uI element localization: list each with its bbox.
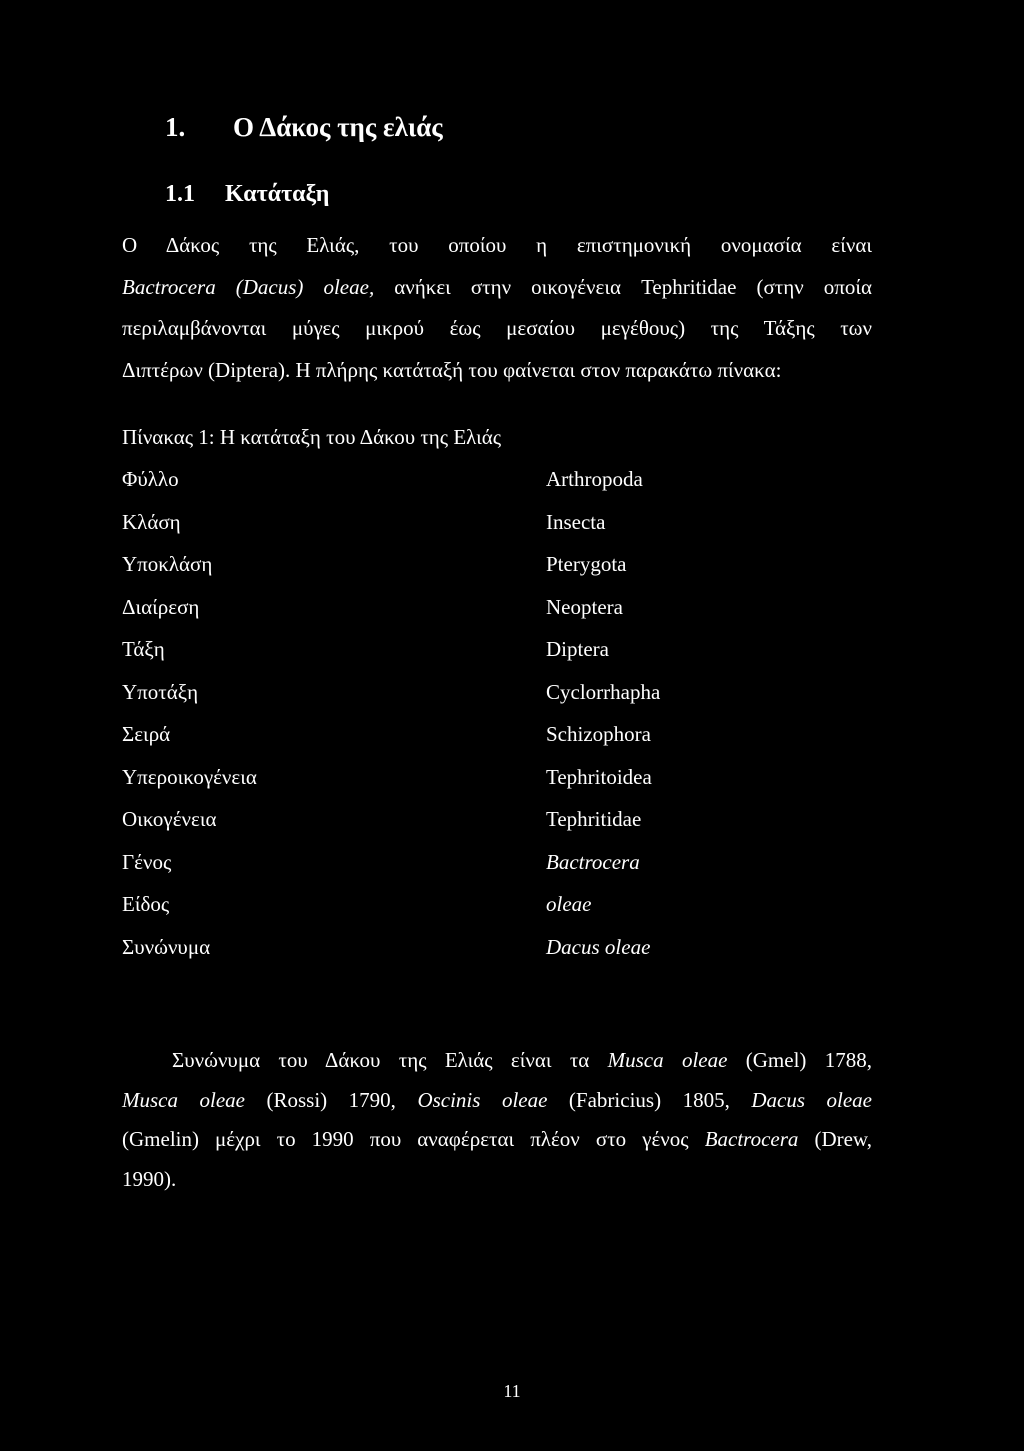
table-row [122,926,822,969]
table-row [122,586,822,629]
rank-label: Σειρά [122,722,171,746]
taxon-value: Tephritoidea [546,764,652,789]
synonyms-line-3 [122,1120,872,1160]
species-name: Bactrocera (Dacus) oleae, [122,274,375,299]
synonyms-text: (Gmel) 1788, [727,1048,872,1072]
rank-label: Υποτάξη [122,679,199,704]
chapter-title: Ο Δάκος της ελιάς [233,112,443,142]
taxon-value: Dacus oleae [546,934,651,959]
taxon-value: Neoptera [546,594,623,619]
synonym-name: Dacus oleae [751,1087,872,1112]
taxon-value: Schizophora [546,722,651,746]
synonyms-text: (Rossi) 1790, [244,1087,418,1112]
synonym-name: Musca oleae [607,1048,728,1072]
rank-label: Είδος [122,892,170,916]
synonym-name: Oscinis oleae [417,1087,548,1112]
synonyms-text: (Drew, [798,1127,872,1151]
section-title: Κατάταξη [225,181,330,207]
rank-label: Συνώνυμα [122,934,211,959]
section-number: 1.1 [165,181,195,207]
rank-label: Κλάση [122,509,181,534]
taxon-value: Insecta [546,509,606,534]
table-row [122,883,822,926]
section-heading [165,181,329,208]
intro-line-4: Διπτέρων (Diptera). Η πλήρης κατάταξή του φαίνεται στον παρακάτω πίνακα: [122,357,782,382]
synonym-name: Bactrocera [704,1127,799,1151]
synonyms-paragraph [122,1041,872,1199]
rank-label: Φύλλο [122,467,179,491]
intro-line-3: περιλαμβάνονται μύγες μικρού έως μεσαίου μεγέθους) της Τάξης των [122,316,872,341]
table-row [122,628,822,671]
rank-label: Υπεροικογένεια [122,764,257,789]
page-number: 11 [503,1381,521,1401]
chapter-heading [165,112,443,143]
synonyms-text: (Fabricius) 1805, [547,1087,752,1112]
table-row [122,756,822,799]
table-row [122,543,822,586]
intro-line-2 [122,267,872,309]
synonyms-line-2 [122,1081,872,1121]
rank-label: Τάξη [122,637,165,661]
taxon-value: Tephritidae [546,807,642,831]
rank-label: Διαίρεση [122,594,200,619]
table-row [122,671,822,714]
taxon-value: oleae [546,892,592,916]
chapter-number: 1. [165,112,186,142]
rank-label: Γένος [122,849,172,874]
rank-label: Υποκλάση [122,552,213,576]
table-row [122,458,822,501]
taxon-value: Diptera [546,637,609,661]
table-row [122,501,822,544]
taxon-value: Bactrocera [546,849,640,874]
synonym-name: Musca oleae [122,1087,245,1112]
table-row [122,798,822,841]
intro-paragraph [122,225,872,391]
rank-label: Οικογένεια [122,807,217,831]
taxon-value: Arthropoda [546,467,643,491]
table-row [122,713,822,756]
synonyms-text: Συνώνυμα του Δάκου της Ελιάς είναι τα [172,1048,608,1072]
taxon-value: Cyclorrhapha [546,679,661,704]
synonyms-text: (Gmelin) μέχρι το 1990 που αναφέρεται πλέον στο γένος [122,1127,705,1151]
synonyms-line-4: 1990). [122,1166,177,1191]
intro-line-2-text: ανήκει στην οικογένεια Tephritidae (στην οποία [374,274,873,299]
intro-line-1: Ο Δάκος της Ελιάς, του οποίου η επιστημονική ονομασία είναι [122,233,872,257]
classification-table [122,458,822,968]
taxon-value: Pterygota [546,552,627,576]
synonyms-line-1 [122,1041,872,1081]
table-caption: Πίνακας 1: Η κατάταξη του Δάκου της Ελιάς [122,425,502,449]
table-row [122,841,822,884]
